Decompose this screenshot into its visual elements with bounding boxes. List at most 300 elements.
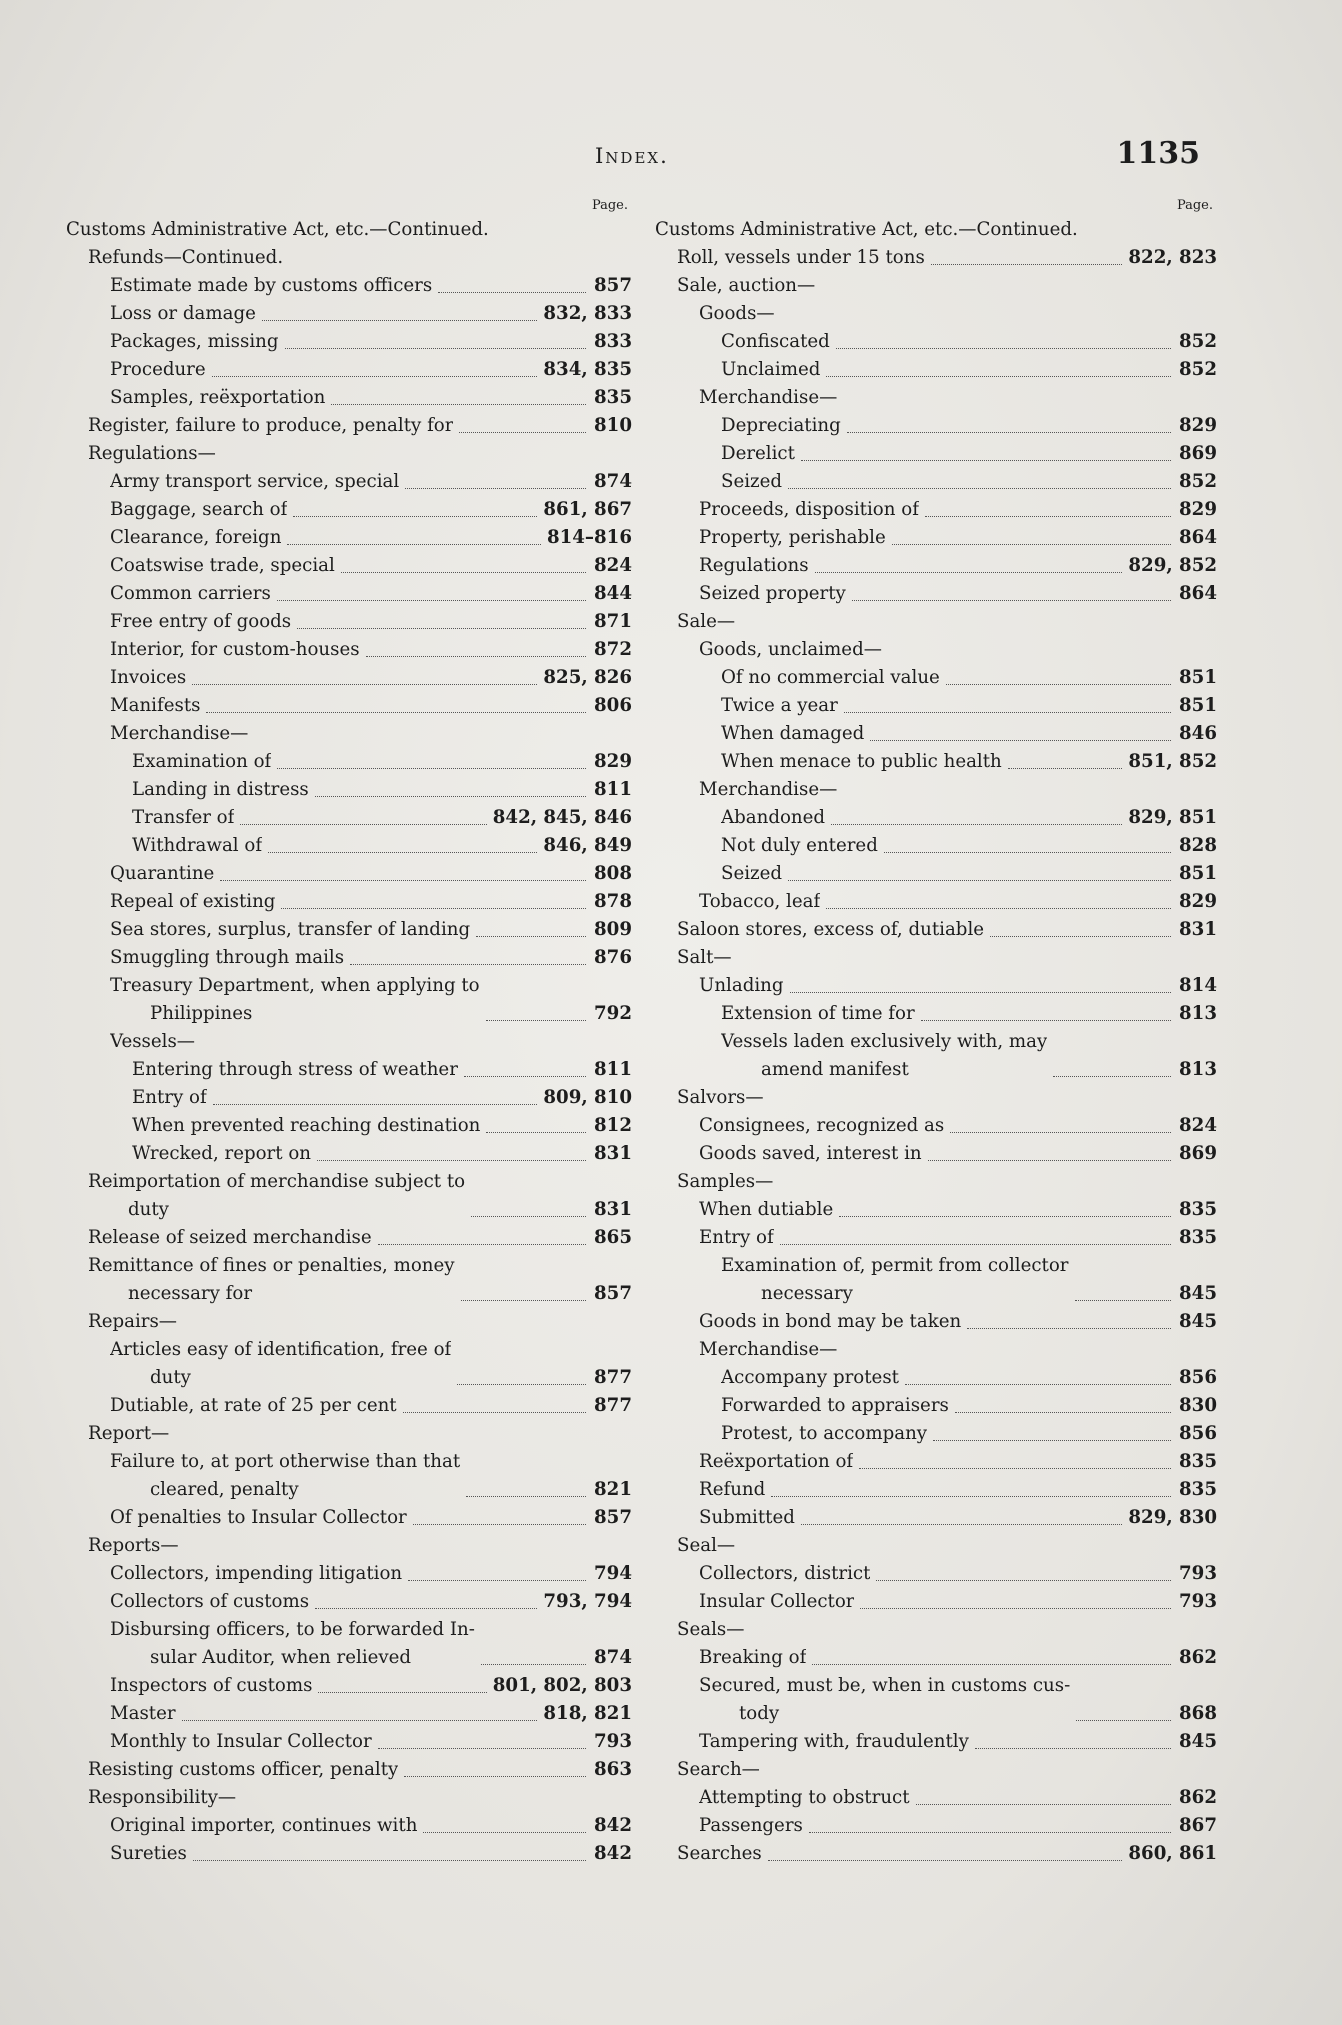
index-entry-page: 831 <box>594 1199 632 1220</box>
index-entry-page: 809, 810 <box>543 1087 632 1108</box>
leader-dots <box>860 1608 1171 1609</box>
index-entry <box>655 496 1217 524</box>
index-entry-text: Property, perishable <box>699 527 886 548</box>
index-entry-page: 845 <box>1179 1311 1217 1332</box>
index-entry <box>655 440 1217 468</box>
index-entry <box>66 832 632 860</box>
leader-dots <box>967 1328 1171 1329</box>
index-entry <box>66 1056 632 1084</box>
index-entry-text: Salvors— <box>677 1087 764 1108</box>
index-entry-page: 793 <box>1179 1563 1217 1584</box>
index-entry-page: 852 <box>1179 471 1217 492</box>
index-entry-text: Coatswise trade, special <box>110 555 335 576</box>
index-entry-page: 877 <box>594 1367 632 1388</box>
index-entry-page: 809 <box>594 919 632 940</box>
index-entry <box>655 748 1217 776</box>
index-entry <box>655 1140 1217 1168</box>
index-entry-text: Abandoned <box>721 807 826 828</box>
index-entry <box>655 580 1217 608</box>
index-entry-page: 810 <box>594 415 632 436</box>
index-entry-text: Merchandise— <box>699 779 838 800</box>
index-entry-text: Refunds—Continued. <box>88 247 284 268</box>
index-entry-text: Register, failure to produce, penalty for <box>88 415 454 436</box>
index-entry <box>66 1028 632 1056</box>
leader-dots <box>884 852 1171 853</box>
index-entry <box>66 1448 632 1504</box>
index-entry-page: 851 <box>1179 863 1217 884</box>
index-entry-text: Common carriers <box>110 583 271 604</box>
index-entry-text: Collectors, district <box>699 1563 871 1584</box>
leader-dots <box>859 1468 1171 1469</box>
index-entry-page: 852 <box>1179 359 1217 380</box>
index-entry-text: Estimate made by customs officers <box>110 275 433 296</box>
index-entry-page: 835 <box>1179 1479 1217 1500</box>
index-entry <box>655 1112 1217 1140</box>
leader-dots <box>315 1608 537 1609</box>
index-entry-text: Army transport service, special <box>110 471 400 492</box>
leader-dots <box>408 1580 586 1581</box>
index-entry-page: 829 <box>1179 415 1217 436</box>
page-column-label: Page. <box>1176 198 1213 213</box>
leader-dots <box>404 1776 586 1777</box>
index-entry <box>66 1532 632 1560</box>
index-entry <box>655 776 1217 804</box>
index-entry-page: 808 <box>594 863 632 884</box>
index-entry <box>655 272 1217 300</box>
index-entry-page: 835 <box>1179 1199 1217 1220</box>
index-entry <box>66 1812 632 1840</box>
index-entry-text: Customs Administrative Act, etc.—Continued. <box>66 219 489 240</box>
index-entry-text: Free entry of goods <box>110 611 292 632</box>
index-entry-text: Goods saved, interest in <box>699 1143 922 1164</box>
index-entry-text: Wrecked, report on <box>132 1143 312 1164</box>
leader-dots <box>809 1832 1171 1833</box>
leader-dots <box>331 404 586 405</box>
index-entry-text: Attempting to obstruct <box>699 1787 910 1808</box>
leader-dots <box>839 1216 1171 1217</box>
index-entry <box>655 412 1217 440</box>
index-entry-page: 876 <box>594 947 632 968</box>
index-entry-page: 818, 821 <box>543 1703 632 1724</box>
index-entry-page: 842 <box>594 1815 632 1836</box>
index-entry-page: 835 <box>594 387 632 408</box>
leader-dots <box>423 1832 586 1833</box>
index-entry-text: Smuggling through mails <box>110 947 345 968</box>
index-entry <box>655 1476 1217 1504</box>
index-entry-text: Examination of, permit from collector necessary <box>721 1255 1069 1304</box>
index-entry-page: 857 <box>594 1507 632 1528</box>
leader-dots <box>1075 1300 1172 1301</box>
index-entry-text: Unlading <box>699 975 784 996</box>
index-entry <box>655 636 1217 664</box>
index-entry-text: Proceeds, disposition of <box>699 499 919 520</box>
index-entry <box>66 1392 632 1420</box>
leader-dots <box>990 936 1171 937</box>
page-number: 1135 <box>1116 136 1200 171</box>
index-entry-page: 832, 833 <box>543 303 632 324</box>
index-entry-text: When dutiable <box>699 1199 834 1220</box>
index-entry-page: 811 <box>594 1059 632 1080</box>
index-entry-text: Merchandise— <box>699 387 838 408</box>
index-entry-page: 856 <box>1179 1367 1217 1388</box>
index-entry-text: Extension of time for <box>721 1003 915 1024</box>
leader-dots <box>297 628 586 629</box>
index-entry-page: 831 <box>594 1143 632 1164</box>
leader-dots <box>801 460 1171 461</box>
index-column-right <box>655 196 1217 1868</box>
leader-dots <box>277 600 586 601</box>
index-entry-page: 861, 867 <box>543 499 632 520</box>
index-entry-text: Failure to, at port otherwise than that cleared, penalty <box>110 1451 461 1500</box>
index-entry-text: Seized <box>721 471 783 492</box>
index-entry <box>655 944 1217 972</box>
index-entry <box>66 356 632 384</box>
index-entry <box>66 300 632 328</box>
index-entry <box>655 692 1217 720</box>
index-entries-left <box>66 216 632 1868</box>
index-entry <box>655 1840 1217 1868</box>
leader-dots <box>315 796 586 797</box>
index-entry-page: 793, 794 <box>543 1591 632 1612</box>
index-entry <box>655 1588 1217 1616</box>
index-entry-page: 845 <box>1179 1731 1217 1752</box>
index-entry-page: 824 <box>594 555 632 576</box>
leader-dots <box>318 1692 486 1693</box>
index-entry <box>655 804 1217 832</box>
index-entry-text: Goods in bond may be taken <box>699 1311 962 1332</box>
index-entry-text: Resisting customs officer, penalty <box>88 1759 399 1780</box>
index-entry-page: 844 <box>594 583 632 604</box>
leader-dots <box>768 1860 1123 1861</box>
page-header <box>595 136 1205 176</box>
index-entry <box>66 692 632 720</box>
index-entry-text: Clearance, foreign <box>110 527 282 548</box>
index-entry <box>66 804 632 832</box>
index-entry-text: Reimportation of merchandise subject to duty <box>88 1171 466 1220</box>
index-entry-page: 834, 835 <box>543 359 632 380</box>
leader-dots <box>212 376 538 377</box>
index-entry-page: 825, 826 <box>543 667 632 688</box>
index-entry <box>66 1140 632 1168</box>
index-entry-text: Articles easy of identification, free of duty <box>110 1339 452 1388</box>
leader-dots <box>293 516 537 517</box>
index-entry-text: Regulations— <box>88 443 216 464</box>
index-entry-page: 835 <box>1179 1227 1217 1248</box>
index-entry-text: Searches <box>677 1843 762 1864</box>
index-entry-page: 842 <box>594 1843 632 1864</box>
index-entry <box>66 1224 632 1252</box>
index-entry-page: 842, 845, 846 <box>492 807 632 828</box>
index-entry <box>655 1812 1217 1840</box>
index-entry <box>655 832 1217 860</box>
index-entry-text: Roll, vessels under 15 tons <box>677 247 925 268</box>
index-entry-page: 814 <box>1179 975 1217 996</box>
index-entry-page: 868 <box>1179 1703 1217 1724</box>
index-entry <box>655 1728 1217 1756</box>
index-entry-page: 793 <box>1179 1591 1217 1612</box>
index-entry <box>655 1560 1217 1588</box>
index-entry <box>66 888 632 916</box>
index-entry-page: 793 <box>594 1731 632 1752</box>
index-entry <box>655 384 1217 412</box>
index-entry <box>66 1756 632 1784</box>
index-entry <box>655 1784 1217 1812</box>
index-entry <box>655 356 1217 384</box>
leader-dots <box>892 544 1171 545</box>
leader-dots <box>285 348 586 349</box>
index-entry <box>655 524 1217 552</box>
index-entry-text: Seals— <box>677 1619 745 1640</box>
index-entry <box>66 328 632 356</box>
leader-dots <box>182 1720 538 1721</box>
index-entry <box>655 1448 1217 1476</box>
leader-dots <box>788 880 1171 881</box>
index-entry-text: Passengers <box>699 1815 803 1836</box>
index-entry-page: 874 <box>594 1647 632 1668</box>
leader-dots <box>350 964 586 965</box>
index-entry <box>655 1504 1217 1532</box>
index-entry <box>66 1784 632 1812</box>
leader-dots <box>457 1384 586 1385</box>
leader-dots <box>262 320 538 321</box>
index-entry <box>655 1364 1217 1392</box>
index-entry-text: Dutiable, at rate of 25 per cent <box>110 1395 397 1416</box>
index-entry <box>655 1644 1217 1672</box>
leader-dots <box>801 1524 1123 1525</box>
leader-dots <box>780 1244 1171 1245</box>
index-entry-text: Merchandise— <box>110 723 249 744</box>
leader-dots <box>464 1076 586 1077</box>
index-entry <box>66 1112 632 1140</box>
index-entry-text: When prevented reaching destination <box>132 1115 481 1136</box>
index-entry <box>66 916 632 944</box>
leader-dots <box>366 656 586 657</box>
index-entry <box>66 524 632 552</box>
index-entry-page: 867 <box>1179 1815 1217 1836</box>
index-entry-page: 877 <box>594 1395 632 1416</box>
index-entry-text: Collectors of customs <box>110 1591 310 1612</box>
leader-dots <box>844 712 1171 713</box>
index-entry-text: Sureties <box>110 1843 187 1864</box>
leader-dots <box>847 432 1171 433</box>
index-entry-page: 869 <box>1179 443 1217 464</box>
index-entry-text: Seized <box>721 863 783 884</box>
index-entry-text: Reëxportation of <box>699 1451 854 1472</box>
leader-dots <box>916 1804 1171 1805</box>
index-entry-text: Entering through stress of weather <box>132 1059 458 1080</box>
index-entry-page: 846, 849 <box>543 835 632 856</box>
index-entry-text: Collectors, impending litigation <box>110 1563 403 1584</box>
index-entry <box>66 860 632 888</box>
leader-dots <box>277 768 586 769</box>
leader-dots <box>281 908 586 909</box>
index-entry-page: 822, 823 <box>1128 247 1217 268</box>
index-entry <box>655 664 1217 692</box>
index-entry-text: Depreciating <box>721 415 841 436</box>
index-entry-text: Responsibility— <box>88 1787 237 1808</box>
index-entry-text: Entry of <box>699 1227 774 1248</box>
index-entry-text: Report— <box>88 1423 170 1444</box>
index-entry-page: 869 <box>1179 1143 1217 1164</box>
index-entry-text: Transfer of <box>132 807 235 828</box>
leader-dots <box>826 376 1171 377</box>
leader-dots <box>403 1412 586 1413</box>
leader-dots <box>476 936 586 937</box>
index-entry-text: Regulations <box>699 555 809 576</box>
index-entry-page: 851, 852 <box>1128 751 1217 772</box>
index-entry-page: 833 <box>594 331 632 352</box>
leader-dots <box>438 292 586 293</box>
index-entry-page: 829, 851 <box>1128 807 1217 828</box>
index-entry-text: Repeal of existing <box>110 891 276 912</box>
index-entry-text: When damaged <box>721 723 865 744</box>
index-entry-text: Reports— <box>88 1535 179 1556</box>
index-entry <box>66 1420 632 1448</box>
leader-dots <box>876 1580 1171 1581</box>
index-entry <box>66 1840 632 1868</box>
index-entry-text: Goods, unclaimed— <box>699 639 882 660</box>
index-entry-page: 860, 861 <box>1128 1843 1217 1864</box>
index-entry-page: 792 <box>594 1003 632 1024</box>
index-entry <box>66 944 632 972</box>
index-entry-text: Disbursing officers, to be forwarded In- sular Auditor, when relieved <box>110 1619 475 1668</box>
index-entry <box>655 608 1217 636</box>
index-entry-text: Sea stores, surplus, transfer of landing <box>110 919 471 940</box>
index-entry <box>66 1588 632 1616</box>
index-entry <box>66 244 632 272</box>
index-entry <box>66 1700 632 1728</box>
leader-dots <box>933 1440 1171 1441</box>
index-entry <box>655 1000 1217 1028</box>
index-entry <box>655 216 1217 244</box>
leader-dots <box>771 1496 1171 1497</box>
index-entry-text: Packages, missing <box>110 331 279 352</box>
index-entry <box>66 496 632 524</box>
leader-dots <box>921 1020 1171 1021</box>
index-entry <box>66 580 632 608</box>
index-entry <box>66 636 632 664</box>
index-entry-page: 806 <box>594 695 632 716</box>
index-entry <box>655 1532 1217 1560</box>
index-entry <box>655 916 1217 944</box>
leader-dots <box>852 600 1171 601</box>
index-entry <box>66 608 632 636</box>
index-entry <box>655 1028 1217 1084</box>
index-entry-text: Forwarded to appraisers <box>721 1395 949 1416</box>
index-entry <box>655 552 1217 580</box>
leader-dots <box>378 1244 586 1245</box>
index-entry <box>66 1252 632 1308</box>
leader-dots <box>788 488 1171 489</box>
leader-dots <box>815 572 1123 573</box>
index-entries-right <box>655 216 1217 1868</box>
index-entry-text: When menace to public health <box>721 751 1002 772</box>
leader-dots <box>950 1132 1171 1133</box>
leader-dots <box>1008 768 1123 769</box>
index-entry <box>66 440 632 468</box>
index-entry <box>655 468 1217 496</box>
index-entry-page: 812 <box>594 1115 632 1136</box>
index-entry-page: 851 <box>1179 667 1217 688</box>
index-entry <box>655 972 1217 1000</box>
leader-dots <box>1076 1720 1171 1721</box>
index-column-left <box>66 196 632 1868</box>
index-entry-text: Insular Collector <box>699 1591 855 1612</box>
index-entry <box>655 1196 1217 1224</box>
leader-dots <box>471 1216 586 1217</box>
index-entry-text: Not duly entered <box>721 835 878 856</box>
index-entry-text: Vessels laden exclusively with, may amend manifest <box>721 1031 1048 1080</box>
index-entry-page: 862 <box>1179 1787 1217 1808</box>
leader-dots <box>206 712 586 713</box>
index-entry-page: 872 <box>594 639 632 660</box>
index-entry-page: 829, 830 <box>1128 1507 1217 1528</box>
index-entry <box>66 1168 632 1224</box>
index-entry <box>655 300 1217 328</box>
index-entry-text: Saloon stores, excess of, dutiable <box>677 919 985 940</box>
index-entry-page: 811 <box>594 779 632 800</box>
index-entry <box>66 748 632 776</box>
index-entry-text: Secured, must be, when in customs cus- tody <box>699 1675 1071 1724</box>
index-entry-page: 830 <box>1179 1395 1217 1416</box>
index-entry-text: Baggage, search of <box>110 499 288 520</box>
leader-dots <box>481 1664 586 1665</box>
index-entry-page: 801, 802, 803 <box>492 1675 632 1696</box>
index-entry-page: 846 <box>1179 723 1217 744</box>
leader-dots <box>931 264 1123 265</box>
leader-dots <box>790 992 1171 993</box>
index-entry <box>655 244 1217 272</box>
index-entry-text: Submitted <box>699 1507 795 1528</box>
leader-dots <box>459 432 586 433</box>
index-entry-page: 863 <box>594 1759 632 1780</box>
leader-dots <box>812 1664 1171 1665</box>
index-entry-page: 829 <box>594 751 632 772</box>
index-entry-text: Merchandise— <box>699 1339 838 1360</box>
leader-dots <box>946 684 1171 685</box>
index-entry-page: 851 <box>1179 695 1217 716</box>
leader-dots <box>955 1412 1171 1413</box>
leader-dots <box>220 880 586 881</box>
index-entry-text: Accompany protest <box>721 1367 899 1388</box>
index-entry-text: Landing in distress <box>132 779 309 800</box>
index-entry <box>655 1084 1217 1112</box>
index-entry-page: 862 <box>1179 1647 1217 1668</box>
index-entry <box>66 720 632 748</box>
index-entry-text: Confiscated <box>721 331 830 352</box>
index-entry <box>66 272 632 300</box>
index-entry-text: Entry of <box>132 1087 207 1108</box>
index-entry <box>655 720 1217 748</box>
index-entry-page: 864 <box>1179 583 1217 604</box>
leader-dots <box>836 348 1171 349</box>
index-entry-page: 874 <box>594 471 632 492</box>
index-entry-page: 857 <box>594 275 632 296</box>
index-entry-text: Repairs— <box>88 1311 177 1332</box>
index-entry-text: Consignees, recognized as <box>699 1115 945 1136</box>
leader-dots <box>341 572 586 573</box>
leader-dots <box>975 1748 1171 1749</box>
leader-dots <box>378 1748 586 1749</box>
index-entry <box>66 468 632 496</box>
leader-dots <box>213 1104 538 1105</box>
index-entry-text: Tobacco, leaf <box>699 891 821 912</box>
index-entry-page: 794 <box>594 1563 632 1584</box>
index-entry-text: Examination of <box>132 751 272 772</box>
index-entry-text: Protest, to accompany <box>721 1423 928 1444</box>
index-entry-text: Salt— <box>677 947 732 968</box>
leader-dots <box>240 824 486 825</box>
